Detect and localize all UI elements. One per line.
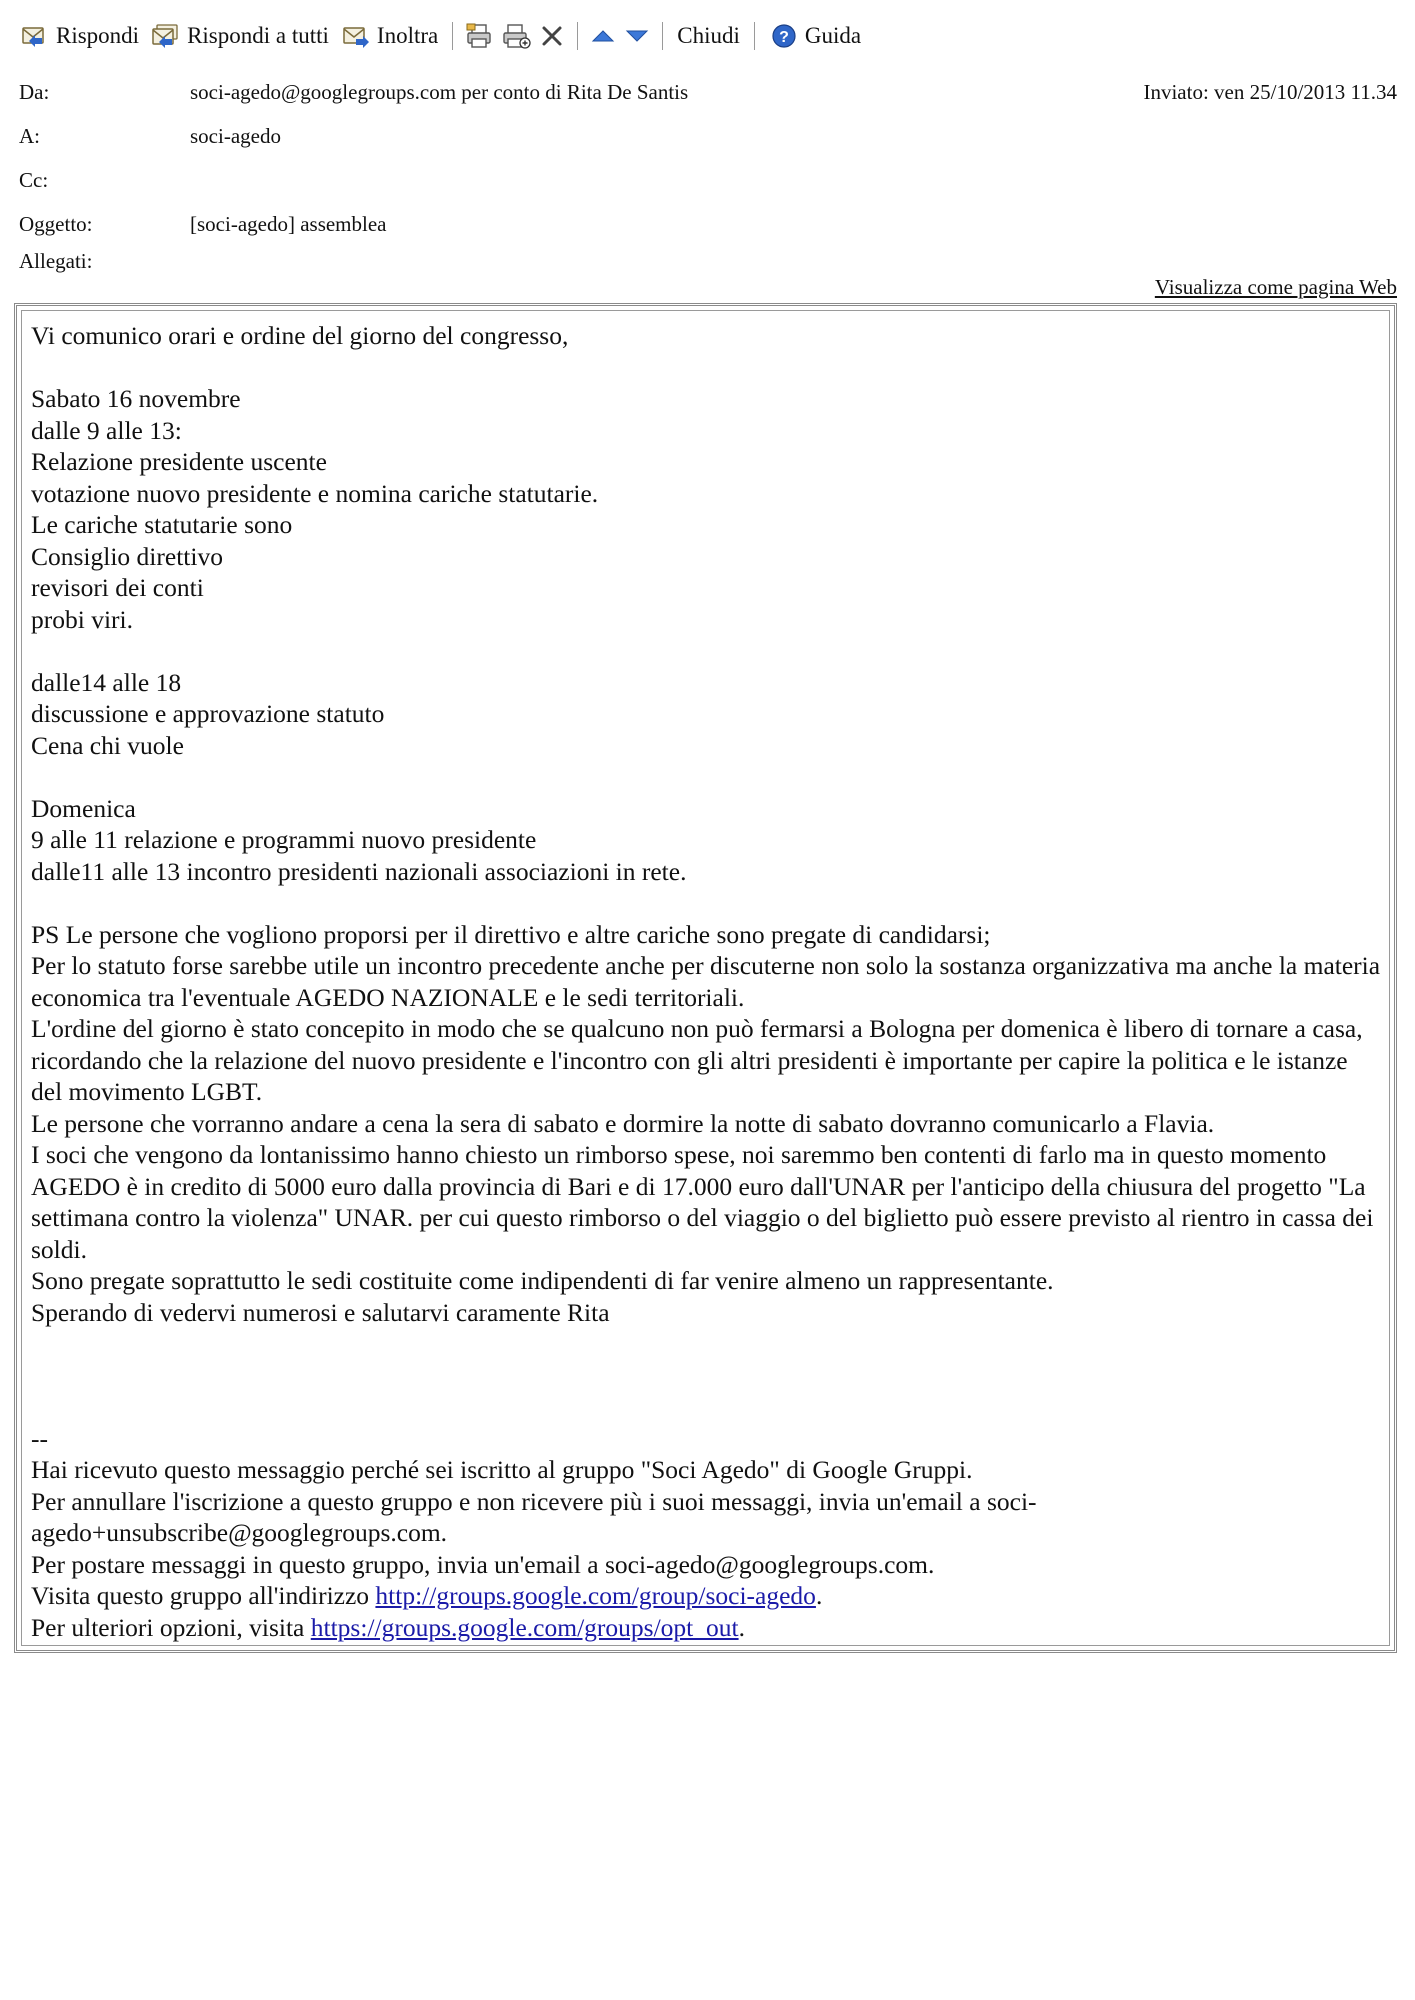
toolbar-separator bbox=[452, 22, 453, 50]
help-label: Guida bbox=[804, 23, 862, 48]
previous-item-icon[interactable] bbox=[586, 25, 620, 47]
saturday-line: votazione nuovo presidente e nomina cariche statutarie. bbox=[31, 478, 599, 508]
message-body bbox=[31, 320, 1383, 1643]
from-value: soci-agedo@googlegroups.com per conto di Rita De Santis bbox=[190, 80, 689, 104]
footer-text: . bbox=[815, 1581, 823, 1610]
toolbar bbox=[14, 16, 867, 56]
footer-text: Per ulteriori opzioni, visita bbox=[31, 1612, 311, 1642]
subject-value: [soci-agedo] assemblea bbox=[190, 212, 387, 236]
saturday-line: dalle 9 alle 13: bbox=[31, 415, 182, 445]
ps-paragraph: PS Le persone che vogliono proporsi per il direttivo e altre cariche sono pregate di candidarsi; bbox=[31, 919, 991, 949]
saturday-line: revisori dei conti bbox=[31, 573, 204, 602]
cc-label: Cc: bbox=[19, 168, 49, 192]
sunday-line: 9 alle 11 relazione e programmi nuovo presidente bbox=[31, 825, 537, 854]
footer-line: Hai ricevuto questo messaggio perché sei iscritto al gruppo "Soci Agedo" di Google Gruppi. bbox=[31, 1455, 973, 1484]
reply-all-button[interactable] bbox=[145, 21, 335, 51]
reply-button[interactable] bbox=[14, 21, 145, 51]
forward-icon bbox=[341, 21, 371, 51]
toolbar-separator bbox=[577, 22, 578, 50]
forward-button[interactable] bbox=[335, 21, 444, 51]
subject-label: Oggetto: bbox=[19, 212, 93, 236]
ps-paragraph: L'ordine del giorno è stato concepito in modo che se qualcuno non può fermarsi a Bologna per domenica è libero di tornare a casa, ricordando che la relazione del nuovo presidente e l'incontro con gli altri presidenti è importante per capire la politica e le istanze del movimento LGBT. bbox=[31, 1014, 1363, 1106]
ps-paragraph: Le persone che vorranno andare a cena la sera di sabato e dormire la notte di sabato dovranno comunicarlo a Flavia. bbox=[31, 1108, 1215, 1138]
reply-all-label: Rispondi a tutti bbox=[187, 23, 329, 48]
to-label: A: bbox=[19, 124, 40, 148]
afternoon-line: dalle14 alle 18 bbox=[31, 667, 182, 697]
saturday-line: probi viri. bbox=[31, 604, 133, 634]
footer-separator: -- bbox=[31, 1423, 48, 1453]
afternoon-line: Cena chi vuole bbox=[31, 730, 184, 760]
footer-line: Per postare messaggi in questo gruppo, invia un'email a soci-agedo@googlegroups.com. bbox=[31, 1549, 935, 1579]
saturday-line: Le cariche statutarie sono bbox=[31, 510, 293, 539]
print-icon[interactable] bbox=[461, 22, 497, 50]
attachments-label: Allegati: bbox=[19, 249, 93, 273]
sunday-line: Domenica bbox=[31, 793, 136, 823]
afternoon-line: discussione e approvazione statuto bbox=[31, 699, 385, 728]
ps-paragraph: Sperando di vedervi numerosi e salutarvi caramente Rita bbox=[31, 1297, 610, 1327]
svg-text:?: ? bbox=[778, 29, 789, 46]
footer-line bbox=[31, 1580, 1383, 1612]
ps-paragraph: I soci che vengono da lontanissimo hanno chiesto un rimborso spese, noi saremmo ben contenti di farlo ma in questo momento AGEDO è in credito di 5000 euro dalla provincia di Bari e di 17.000 euro dall'UNAR per l'anticipo della chiusura del progetto "La settimana contro la violenza" UNAR. per cui questo rimborso o del viaggio o del biglietto può essere previsto al rientro in cassa dei soldi. bbox=[31, 1140, 1374, 1264]
saturday-line: Relazione presidente uscente bbox=[31, 447, 327, 476]
ps-paragraph: Sono pregate soprattutto le sedi costituite come indipendenti di far venire almeno un rappresentante. bbox=[31, 1266, 1054, 1295]
close-label: Chiudi bbox=[677, 23, 740, 48]
reply-icon bbox=[20, 21, 50, 51]
reply-label: Rispondi bbox=[56, 23, 140, 48]
intro-line: Vi comunico orari e ordine del giorno del congresso, bbox=[31, 321, 569, 350]
toolbar-separator bbox=[662, 22, 663, 50]
saturday-line: Sabato 16 novembre bbox=[31, 384, 241, 413]
sunday-line: dalle11 alle 13 incontro presidenti nazionali associazioni in rete. bbox=[31, 856, 687, 886]
close-button[interactable] bbox=[671, 23, 746, 49]
opt-out-link[interactable]: https://groups.google.com/groups/opt_out bbox=[310, 1612, 739, 1642]
sent-date: Inviato: ven 25/10/2013 11.34 bbox=[1143, 80, 1397, 104]
footer-line: Per annullare l'iscrizione a questo gruppo e non ricevere più i suoi messaggi, invia un'email a soci-agedo+unsubscribe@googlegroups.com. bbox=[31, 1486, 1037, 1547]
group-link[interactable]: http://groups.google.com/group/soci-agedo bbox=[375, 1581, 816, 1610]
footer-line bbox=[31, 1612, 1383, 1644]
ps-paragraph: Per lo statuto forse sarebbe utile un incontro precedente anche per discuterne non solo la sostanza organizzativa ma anche la materia economica tra l'eventuale AGEDO NAZIONALE e le sedi territoriali. bbox=[31, 951, 1381, 1012]
move-to-folder-icon[interactable] bbox=[497, 22, 535, 50]
footer-text: Visita questo gruppo all'indirizzo bbox=[31, 1581, 376, 1610]
help-icon bbox=[769, 21, 799, 51]
delete-icon[interactable] bbox=[535, 23, 569, 49]
forward-label: Inoltra bbox=[376, 23, 439, 48]
toolbar-separator bbox=[754, 22, 755, 50]
view-as-web-page-link[interactable]: Visualizza come pagina Web bbox=[1154, 275, 1397, 299]
to-value: soci-agedo bbox=[190, 124, 281, 148]
next-item-icon[interactable] bbox=[620, 25, 654, 47]
saturday-line: Consiglio direttivo bbox=[31, 541, 223, 571]
from-label: Da: bbox=[19, 80, 50, 104]
reply-all-icon bbox=[151, 21, 181, 51]
footer-text: . bbox=[738, 1612, 745, 1642]
help-button[interactable] bbox=[763, 21, 867, 51]
